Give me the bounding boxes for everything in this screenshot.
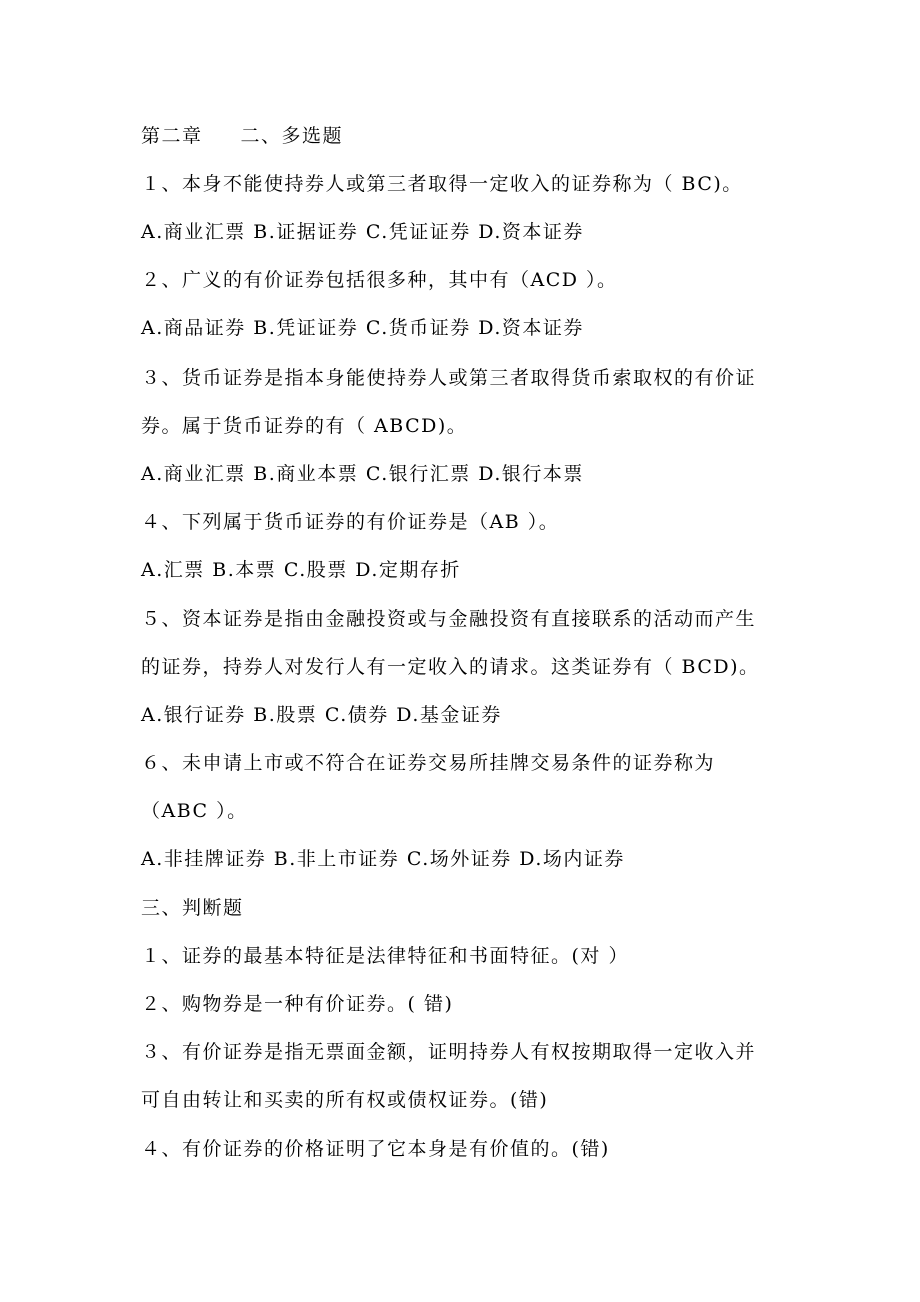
- judgment-section-title: 三、判断题: [141, 897, 244, 919]
- question-6-text-line-2: （ABC ）。: [141, 800, 248, 822]
- question-3-text-line-2: 券。属于货币证券的有（ ABCD)。: [141, 415, 468, 437]
- question-3-text-line-1: ３、货币证券是指本身能使持券人或第三者取得货币索取权的有价证: [141, 367, 757, 389]
- question-1-options: A.商业汇票 B.证据证券 C.凭证证券 D.资本证券: [141, 221, 584, 243]
- judgment-3-text-line-2: 可自由转让和买卖的所有权或债权证券。(错): [141, 1089, 549, 1111]
- judgment-1-text: １、证券的最基本特征是法律特征和书面特征。(对 ）: [141, 945, 629, 967]
- question-2-text: ２、广义的有价证券包括很多种，其中有（ACD ）。: [141, 269, 618, 291]
- question-5-text-line-2: 的证券，持券人对发行人有一定收入的请求。这类证券有（ BCD)。: [141, 656, 760, 678]
- question-1-text: １、本身不能使持券人或第三者取得一定收入的证券称为（ BC)。: [141, 173, 743, 195]
- question-2-options: A.商品证券 B.凭证证券 C.货币证券 D.资本证券: [141, 317, 584, 339]
- question-5-options: A.银行证券 B.股票 C.债券 D.基金证券: [141, 704, 502, 726]
- chapter-heading: [141, 124, 791, 148]
- question-3-options: A.商业汇票 B.商业本票 C.银行汇票 D.银行本票: [141, 463, 584, 485]
- question-6-text-line-1: ６、未申请上市或不符合在证券交易所挂牌交易条件的证券称为: [141, 752, 716, 774]
- question-5-text-line-1: ５、资本证券是指由金融投资或与金融投资有直接联系的活动而产生: [141, 608, 757, 630]
- question-6-options: A.非挂牌证券 B.非上市证券 C.场外证券 D.场内证券: [141, 848, 625, 870]
- judgment-3-text-line-1: ３、有价证券是指无票面金额，证明持券人有权按期取得一定收入并: [141, 1041, 757, 1063]
- judgment-4-text: ４、有价证券的价格证明了它本身是有价值的。(错): [141, 1138, 610, 1160]
- section-title: 二、多选题: [240, 125, 344, 147]
- question-4-text: ４、下列属于货币证券的有价证券是（AB ）。: [141, 511, 560, 533]
- judgment-2-text: ２、购物券是一种有价证券。( 错): [141, 993, 454, 1015]
- question-4-options: A.汇票 B.本票 C.股票 D.定期存折: [141, 559, 461, 581]
- chapter-title: 第二章: [141, 125, 203, 147]
